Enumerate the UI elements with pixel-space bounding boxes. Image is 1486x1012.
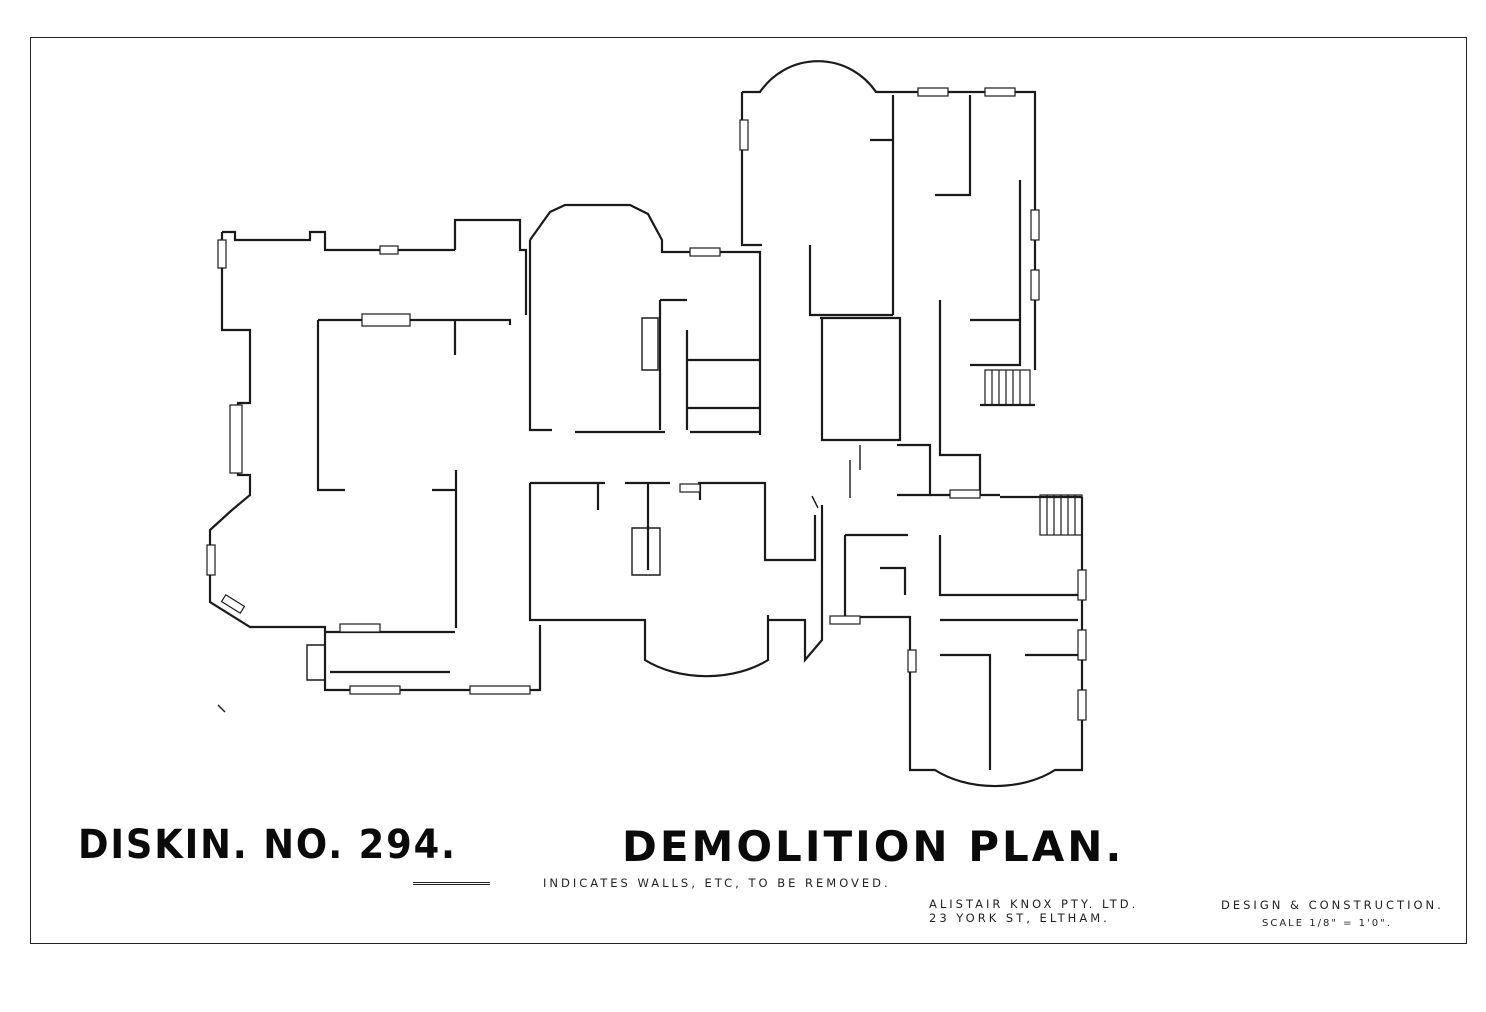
legend-text: INDICATES WALLS, ETC, TO BE REMOVED.	[543, 876, 891, 890]
central-north-walls	[530, 205, 760, 435]
west-wing-walls	[210, 220, 540, 690]
firm-role: DESIGN & CONSTRUCTION.	[1221, 898, 1444, 912]
north-stairs	[985, 370, 1082, 535]
firm-address: 23 YORK ST, ELTHAM.	[929, 911, 1110, 925]
central-south-walls	[530, 483, 822, 676]
south-east-windows	[680, 484, 1086, 720]
project-title: DISKIN. NO. 294.	[78, 822, 457, 868]
south-east-walls	[845, 495, 1082, 786]
plan-title: DEMOLITION PLAN.	[622, 822, 1125, 871]
legend-line-symbol	[413, 882, 490, 885]
firm-name: ALISTAIR KNOX PTY. LTD.	[929, 897, 1139, 911]
north-east-walls	[742, 61, 1035, 495]
scale-note: SCALE 1/8" = 1'0".	[1262, 918, 1392, 929]
